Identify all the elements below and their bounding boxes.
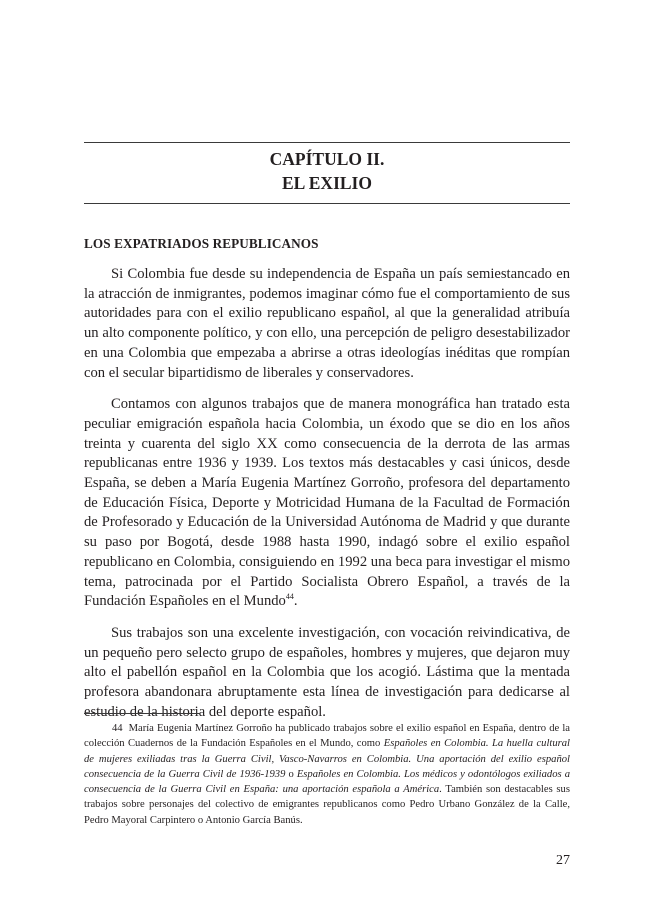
footnote-text-c: . También son destacables sus trabajos sobre personajes del colectivo de emigrantes republicanos como Pedro Urbano González de la Calle, Pedro Mayoral Carpintero o Antonio García Banús. <box>84 784 570 826</box>
paragraph-2: Contamos con algunos trabajos que de manera monográfica han tratado esta peculiar emigración española hacia Colombia, un éxodo que se dio en los años treinta y cuarenta del siglo XX como consecuencia de la derrota de las armas republicanas entre 1936 y 1939. Los textos más destacables y casi únicos, desde España, se deben a María Eugenia Martínez Gorroño, profesora del departamento de Educación Física, Deporte y Motricidad Humana de la Facultad de Formación de Profesorado y Educación de la Universidad Autónoma de Madrid y que durante su paso por Bogotá, desde 1988 hasta 1990, indagó sobre el exilio español republicano en Colombia, consiguiendo en 1992 una beca para investigar el mismo tema, patrocinada por el Partido Socialista Obrero Español, a través de la Fundación Españoles en el Mundo$^{44}$. <box>84 396 570 610</box>
footnote-reference: 44 <box>285 592 294 602</box>
body-text <box>84 265 570 734</box>
chapter-top-rule <box>84 142 570 143</box>
footnote-title-a: Españoles en Colombia. La huella cultural de mujeres exiliadas tras la Guerra Civil, Vasco-Navarros en Colombia. Una aportación del exilio español consecuencia de la Guerra Civil de 1936-1939 <box>84 738 570 780</box>
footnote <box>84 721 570 828</box>
footnote-title-b: Españoles en Colombia. Los médicos y odontólogos exiliados a consecuencia de la Guerra Civil en España: una aportación española a América <box>84 768 570 796</box>
footnote-number: 44 <box>112 723 123 734</box>
paragraph-2-text: Contamos con algunos trabajos que de manera monográfica han tratado esta peculiar emigración española hacia Colombia, un éxodo que se dio en los años treinta y cuarenta del siglo XX como consecuencia de la derrota de las armas republicanas entre 1936 y 1939. Los textos más destacables y casi únicos, desde España, se deben a María Eugenia Martínez Gorroño, profesora del departamento de Educación Física, Deporte y Motricidad Humana de la Facultad de Formación de Profesorado y Educación de la Universidad Autónoma de Madrid y que durante su paso por Bogotá, desde 1988 hasta 1990, indagó sobre el exilio español republicano en Colombia, consiguiendo en 1992 una beca para investigar el mismo tema, patrocinada por el Partido Socialista Obrero Español, a través de la Fundación Españoles en el Mundo <box>84 396 570 610</box>
footnote-text-b: o <box>285 768 297 780</box>
chapter-number: CAPÍTULO II. <box>269 149 385 169</box>
paragraph-3: Sus trabajos son una excelente investigación, con vocación reivindicativa, de un pequeño pero selecto grupo de españoles, hombres y mujeres, que dejaron muy alto el pabellón español en la Colombia que los acogió. Lástima que la mentada profesora abandonara abruptamente esta línea de investigación para dedicarse al estudio de la historia del deporte español. <box>84 624 570 720</box>
footnote-separator <box>84 713 200 714</box>
page-number: 27 <box>556 853 570 868</box>
section-heading: LOS EXPATRIADOS REPUBLICANOS <box>84 236 319 251</box>
paragraph-1: Si Colombia fue desde su independencia de España un país semiestancado en la atracción de inmigrantes, podemos imaginar cómo fue el comportamiento de sus autoridades para con el exilio republicano español, al que la generalidad atribuía un alto componente político, y con ello, una percepción de peligro desestabilizador en una Colombia que empezaba a abrirse a otras ideologías inéditas que rompían con el secular bipartidismo de liberales y conservadores. <box>84 266 570 381</box>
footnote-text-a: María Eugenia Martínez Gorroño ha publicado trabajos sobre el exilio español en España, dentro de la colección Cuadernos de la Fundación Españoles en el Mundo, como <box>84 723 570 750</box>
chapter-bottom-rule <box>84 203 570 204</box>
chapter-title <box>84 147 570 195</box>
chapter-name: EL EXILIO <box>282 173 372 193</box>
